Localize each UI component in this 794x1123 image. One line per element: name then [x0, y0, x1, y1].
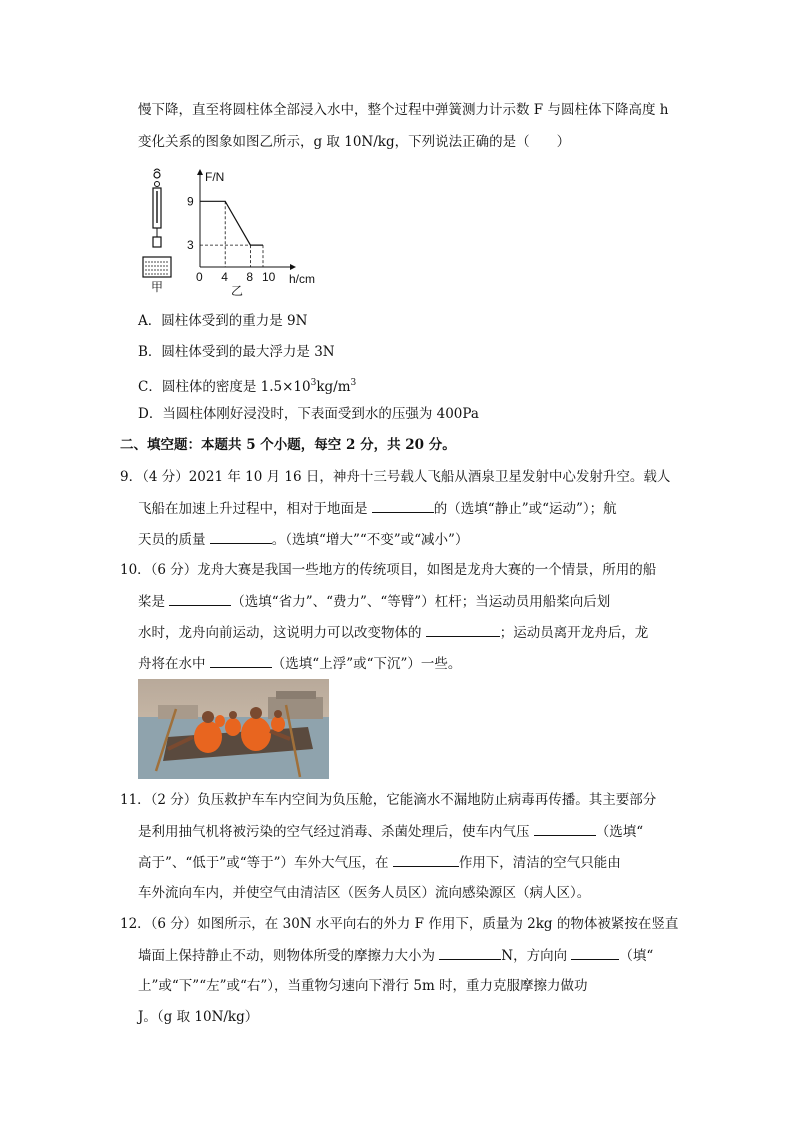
option-c-exp2: 3: [350, 378, 357, 388]
figure-jia-yi: [135, 165, 335, 300]
intro-line-1: 慢下降，直至将圆柱体全部浸入水中，整个过程中弹簧测力计示数 F 与圆柱体下降高度 h: [138, 102, 669, 118]
q11-blank-1[interactable]: [534, 821, 596, 836]
q11-line-1: 11．（2 分）负压救护车车内空间为负压舱，它能滴水不漏地防止病毒再传播。其主要部分: [120, 792, 657, 808]
q9-l2-pre: 飞船在加速上升过程中，相对于地面是: [138, 501, 372, 517]
q10-l4-pre: 舟将在水中: [138, 656, 210, 672]
section-heading: 二、填空题：本题共 5 个小题，每空 2 分，共 20 分。: [120, 437, 456, 453]
x-axis-label: h/cm: [289, 272, 316, 286]
option-c: [138, 373, 356, 397]
y-axis-label: F/N: [205, 170, 225, 184]
q9-l3-post: 。（选填“增大”“不变”或“减小”）: [271, 532, 469, 548]
q12-l2-post: （填“: [619, 948, 654, 964]
q12-l2-pre: 墙面上保持静止不动，则物体所受的摩擦力大小为: [138, 948, 440, 964]
y-tick-3: 3: [187, 238, 194, 253]
q11-line-2: [138, 821, 643, 842]
q9-l3-pre: 天员的质量: [138, 532, 210, 548]
q12-line-2: [138, 945, 653, 966]
q12-line-1: 12．（6 分）如图所示，在 30N 水平向右的外力 F 作用下，质量为 2kg 的物体被紧按在竖直: [120, 916, 679, 932]
q10-l3-pre: 水时，龙舟向前运动，这说明力可以改变物体的: [138, 625, 426, 641]
q12-line-4: J。（g 取 10N/kg）: [138, 1009, 259, 1025]
q11-blank-2[interactable]: [393, 852, 459, 867]
q10-blank-2[interactable]: [426, 622, 500, 637]
q9-blank-1[interactable]: [372, 498, 434, 513]
q12-line-3: 上”或“下”“左”或“右”），当重物匀速向下滑行 5m 时，重力克服摩擦力做功: [138, 978, 588, 994]
q12-blank-2[interactable]: [571, 945, 619, 960]
q12-blank-1[interactable]: [439, 945, 501, 960]
x-tick-10: 10: [262, 270, 276, 284]
q11-l3-pre: 高于”、“低于”或“等于”）车外大气压，在: [138, 855, 393, 871]
intro-line-2: 变化关系的图象如图乙所示，g 取 10N/kg，下列说法正确的是（ ）: [138, 134, 571, 150]
label-yi: 乙: [231, 284, 244, 298]
option-c-unit: kg/m: [316, 379, 351, 395]
option-c-text: C．圆柱体的密度是 1.5×10: [138, 379, 311, 395]
q10-l4-post: （选填“上浮”或“下沉”）一些。: [271, 656, 462, 672]
q11-l3-post: 作用下，清洁的空气只能由: [458, 855, 621, 871]
q9-line-3: [138, 529, 468, 550]
q9-line-2: [138, 498, 617, 519]
q10-l3-post: ；运动员离开龙舟后，龙: [499, 625, 649, 641]
q10-line-1: 10．（6 分）龙舟大赛是我国一些地方的传统项目，如图是龙舟大赛的一个情景，所用的船: [120, 562, 657, 578]
q9-l2-post: 的（选填“静止”或“运动”）；航: [433, 501, 617, 517]
q11-line-4: 车外流向车内，并使空气由清洁区（医务人员区）流向感染源区（病人区）。: [138, 885, 591, 901]
label-jia: 甲: [151, 280, 164, 294]
q10-l2-pre: 桨是: [138, 594, 170, 610]
graph-axes: [197, 169, 296, 270]
q9-line-1: 9．（4 分）2021 年 10 月 16 日，神舟十三号载人飞船从酒泉卫星发射中心发射升空。载人: [120, 469, 671, 485]
q10-line-3: [138, 622, 648, 643]
q10-line-2: [138, 591, 610, 612]
option-d: D．当圆柱体刚好浸没时，下表面受到水的压强为 400Pa: [138, 406, 479, 422]
option-a: A．圆柱体受到的重力是 9N: [138, 313, 308, 329]
q11-l2-post: （选填“: [595, 824, 644, 840]
x-tick-8: 8: [246, 270, 254, 284]
q10-blank-3[interactable]: [210, 653, 272, 668]
q9-blank-2[interactable]: [210, 529, 272, 544]
x-tick-4: 4: [221, 270, 228, 284]
q10-blank-1[interactable]: [169, 591, 231, 606]
option-c-exp: 3: [310, 378, 317, 388]
x-tick-0: 0: [196, 270, 203, 284]
q11-line-3: [138, 852, 621, 873]
dragon-boat-photo: [138, 679, 329, 779]
y-tick-9: 9: [187, 194, 194, 209]
q10-line-4: [138, 653, 461, 674]
q10-l2-post: （选填“省力”、“费力”、“等臂”）杠杆；当运动员用船桨向后划: [231, 594, 611, 610]
q11-l2-pre: 是利用抽气机将被污染的空气经过消毒、杀菌处理后，使车内气压: [138, 824, 534, 840]
spring-scale-apparatus-icon: [143, 169, 171, 277]
option-b: B．圆柱体受到的最大浮力是 3N: [138, 344, 335, 360]
force-line: [200, 201, 263, 245]
q12-l2-mid: N，方向向: [501, 948, 572, 964]
